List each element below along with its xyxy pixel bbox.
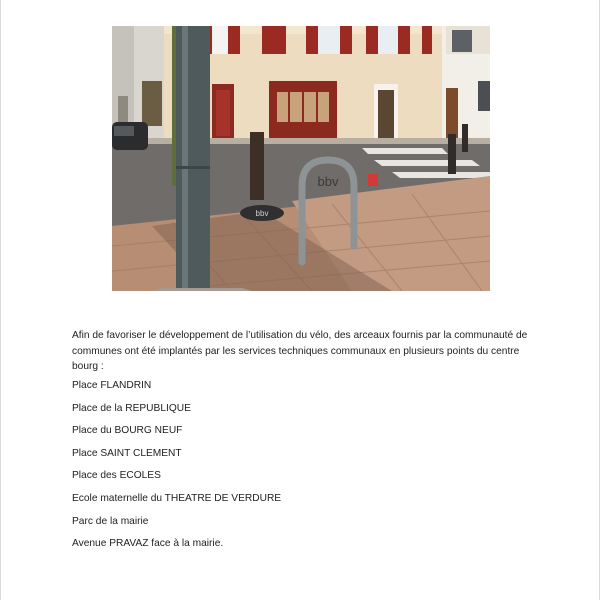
list-item: Place FLANDRIN	[72, 380, 152, 391]
rack-logo-text: bbv	[317, 174, 339, 189]
list-item: Place du BOURG NEUF	[72, 425, 183, 437]
ground-logo-text: bbv	[255, 209, 269, 218]
list-item: Place SAINT CLEMENT	[72, 447, 182, 459]
list-item: Place de la REPUBLIQUE	[72, 402, 191, 414]
list-item: Place des ECOLES	[72, 470, 161, 482]
list-item: Parc de la mairie	[72, 515, 149, 527]
bike-rack-photo	[112, 26, 490, 291]
places-list	[72, 380, 281, 561]
list-item: Ecole maternelle du THEATRE DE VERDURE	[72, 492, 282, 504]
intro-paragraph: Afin de favoriser le développement de l’utilisation du vélo, des arceaux fournis par la communauté de communes ont été implantés par les services techniques communaux en plusieurs points du centre bourg :	[72, 330, 528, 372]
list-item: Avenue PRAVAZ face à la mairie.	[72, 538, 224, 550]
